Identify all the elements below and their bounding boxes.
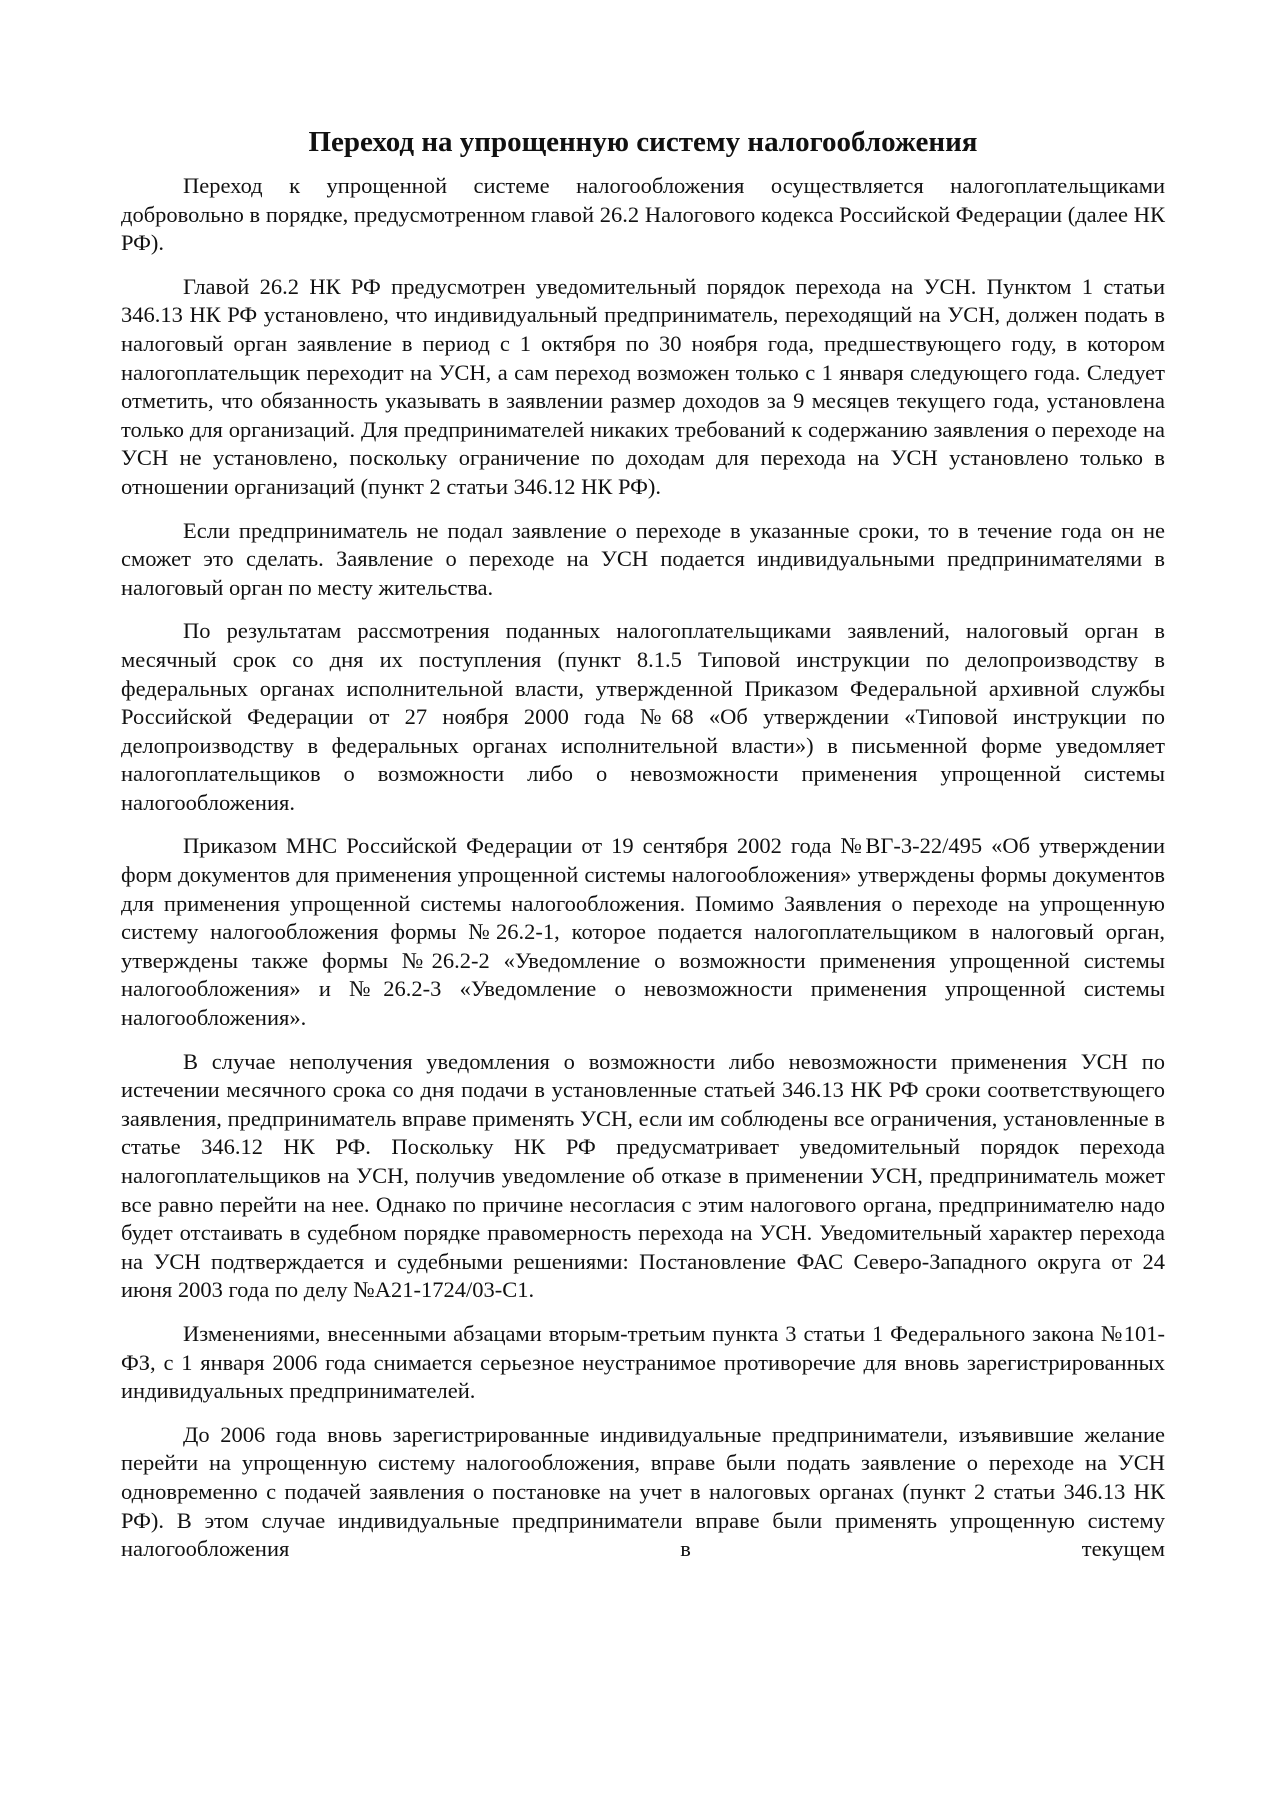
paragraph: Изменениями, внесенными абзацами вторым-третьим пункта 3 статьи 1 Федерального закона №101-ФЗ, с 1 января 2006 года снимается серьезное неустранимое противоречие для вновь зарегистрированных индивидуальных предпринимателей. — [121, 1320, 1165, 1404]
paragraph: Приказом МНС Российской Федерации от 19 сентября 2002 года №ВГ-3-22/495 «Об утверждении форм документов для применения упрощенной системы налогообложения» утверждены формы документов для применения упрощенной системы налогообложения. Помимо Заявления о переходе на упрощенную систему налогообложения формы №26.2-1, которое подается налогоплательщиком в налоговый орган, утверждены также формы №26.2-2 «Уведомление о возможности применения упрощенной системы налогообложения» и №26.2-3 «Уведомление о невозможности применения упрощенной системы налогообложения». — [121, 833, 1165, 1031]
document-page — [121, 122, 1165, 1579]
paragraph: Главой 26.2 НК РФ предусмотрен уведомительный порядок перехода на УСН. Пунктом 1 статьи 346.13 НК РФ установлено, что индивидуальный предприниматель, переходящий на УСН, должен подать в налоговый орган заявление в период с 1 октября по 30 ноября года, предшествующего году, в котором налогоплательщик переходит на УСН, а сам переход возможен только с 1 января следующего года. Следует отметить, что обязанность указывать в заявлении размер доходов за 9 месяцев текущего года, установлена только для организаций. Для предпринимателей никаких требований к содержанию заявления о переходе на УСН не установлено, поскольку ограничение по доходам для перехода на УСН установлено только в отношении организаций (пункт 2 статьи 346.12 НК РФ). — [121, 273, 1165, 499]
paragraph: Если предприниматель не подал заявление о переходе в указанные сроки, то в течение года он не сможет это сделать. Заявление о переходе на УСН подается индивидуальными предпринимателями в налоговый орган по месту жительства. — [121, 517, 1165, 600]
paragraph: До 2006 года вновь зарегистрированные индивидуальные предприниматели, изъявившие желание перейти на упрощенную систему налогообложения, вправе были подать заявление о переходе на УСН одновременно с подачей заявления о постановке на учет в налоговых органах (пункт 2 статьи 346.13 НК РФ). В этом случае индивидуальные предприниматели вправе были применять упрощенную систему налогообложения в текущем — [121, 1421, 1165, 1562]
paragraph: По результатам рассмотрения поданных налогоплательщиками заявлений, налоговый орган в месячный срок со дня их поступления (пункт 8.1.5 Типовой инструкции по делопроизводству в федеральных органах исполнительной власти, утвержденной Приказом Федеральной архивной службы Российской Федерации от 27 ноября 2000 года №68 «Об утверждении «Типовой инструкции по делопроизводству в федеральных органах исполнительной власти») в письменной форме уведомляет налогоплательщиков о возможности либо о невозможности применения упрощенной системы налогообложения. — [121, 618, 1165, 815]
paragraph: В случае неполучения уведомления о возможности либо невозможности применения УСН по истечении месячного срока со дня подачи в установленные статьей 346.13 НК РФ сроки соответствующего заявления, предприниматель вправе применять УСН, если им соблюдены все ограничения, установленные в статье 346.12 НК РФ. Поскольку НК РФ предусматривает уведомительный порядок перехода налогоплательщиков на УСН, получив уведомление об отказе в применении УСН, предприниматель может все равно перейти на нее. Однако по причине несогласия с этим налогового органа, предпринимателю надо будет отстаивать в судебном порядке правомерность перехода на УСН. Уведомительный характер перехода на УСН подтверждается и судебными решениями: Постановление ФАС Северо-Западного округа от 24 июня 2003 года по делу №А21-1724/03-С1. — [121, 1048, 1165, 1303]
paragraph: Переход к упрощенной системе налогообложения осуществляется налогоплательщиками добровольно в порядке, предусмотренном главой 26.2 Налогового кодекса Российской Федерации (далее НК РФ). — [121, 173, 1165, 256]
document-title: Переход на упрощенную систему налогообложения — [308, 126, 978, 158]
